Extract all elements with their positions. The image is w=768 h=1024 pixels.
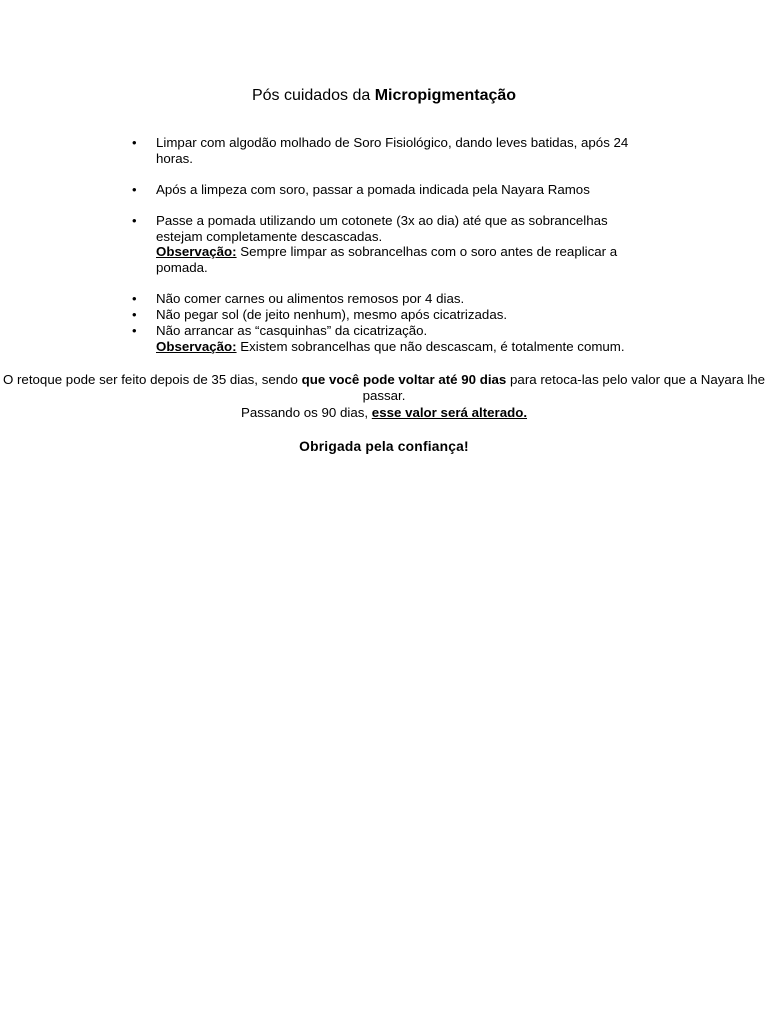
observation-label: Observação: xyxy=(156,244,237,260)
observation-text: Existem sobrancelhas que não descascam, é totalmente comum. xyxy=(236,339,625,354)
retouch-text-1: O retoque pode ser feito depois de 35 dias, sendo xyxy=(2,372,302,387)
title-bold: Micropigmentação xyxy=(374,87,517,104)
final-observation xyxy=(156,339,676,355)
page-title xyxy=(0,86,768,106)
list-item-text: Limpar com algodão molhado de Soro Fisiológico, dando leves batidas, após 24 horas. xyxy=(156,135,629,166)
retouch-text-3: Passando os 90 dias, xyxy=(240,404,372,420)
list-item xyxy=(132,307,656,323)
observation-label: Observação: xyxy=(156,339,237,354)
list-item-text: Passe a pomada utilizando um cotonete (3x ao dia) até que as sobrancelhas estejam completamente descascadas. xyxy=(156,213,608,244)
list-item-text: Não pegar sol (de jeito nenhum), mesmo após cicatrizadas. xyxy=(156,307,508,322)
bullet-icon: • xyxy=(132,291,137,306)
retouch-text-bold-underline: esse valor será alterado. xyxy=(371,404,528,420)
bullet-icon: • xyxy=(132,307,137,322)
list-item xyxy=(132,182,656,198)
retouch-text-bold: que você pode voltar até 90 dias xyxy=(301,372,507,387)
thanks-message: Obrigada pela confiança! xyxy=(299,439,469,454)
list-item-text: Não arrancar as “casquinhas” da cicatrização. xyxy=(156,323,428,338)
list-item xyxy=(132,323,656,339)
bullet-icon: • xyxy=(132,323,137,338)
bullet-icon: • xyxy=(132,182,137,197)
title-prefix: Pós cuidados da xyxy=(251,87,375,104)
list-item xyxy=(132,291,656,307)
list-item-text: Após a limpeza com soro, passar a pomada indicada pela Nayara Ramos xyxy=(156,182,590,197)
list-item xyxy=(132,135,656,166)
list-item xyxy=(132,213,656,275)
bullet-icon: • xyxy=(132,213,137,228)
bullet-icon: • xyxy=(132,135,137,150)
retouch-note xyxy=(0,372,768,421)
list-item-text: Não comer carnes ou alimentos remosos por 4 dias. xyxy=(156,291,465,306)
retouch-text-2: para retoca-las pelo valor que a Nayara lhe passar. xyxy=(362,372,766,404)
observation-text: Sempre limpar as sobrancelhas com o soro antes de reaplicar a pomada. xyxy=(156,244,618,275)
